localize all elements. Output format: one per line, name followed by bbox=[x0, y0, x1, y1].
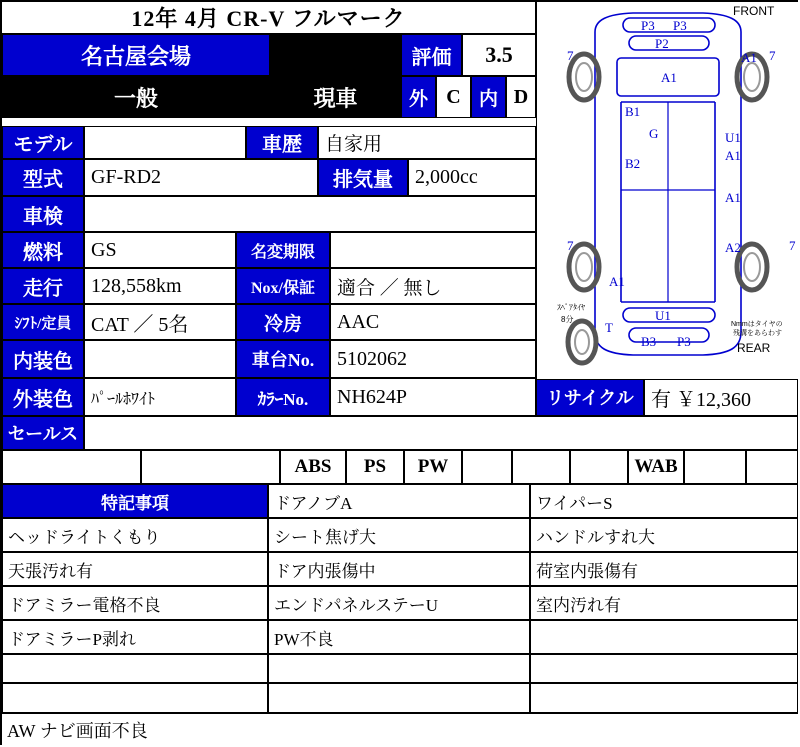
recycle-label: リサイクル bbox=[536, 378, 644, 416]
spec-label-ac: 冷房 bbox=[236, 304, 330, 340]
spec-value-mileage: 128,558km bbox=[84, 268, 236, 304]
equipment-cell-5 bbox=[462, 450, 512, 484]
car-state-cell bbox=[270, 76, 401, 118]
page-title: 12年 4月 CR-V フルマーク bbox=[2, 2, 536, 34]
mark-p3-bottom: P3 bbox=[677, 334, 691, 349]
mark-a2: A2 bbox=[725, 240, 741, 255]
exterior-grade: C bbox=[436, 76, 471, 118]
tread-rl: 7 bbox=[567, 238, 574, 253]
mark-p3-right: P3 bbox=[673, 18, 687, 33]
equipment-cell-10 bbox=[746, 450, 798, 484]
mark-roof-a1: A1 bbox=[661, 70, 677, 85]
mark-a1-fr: A1 bbox=[741, 50, 757, 65]
spec-label-model-code: 型式 bbox=[2, 159, 84, 196]
car-state-label: 現車 bbox=[313, 85, 358, 111]
spec-label-chassis-no: 車台No. bbox=[236, 340, 330, 378]
note-r0-c1: シート焦げ大 bbox=[268, 518, 530, 552]
spec-label-transfer-deadline: 名変期限 bbox=[236, 232, 330, 268]
equipment-cell-wab bbox=[684, 450, 746, 484]
spec-value-history: 自家用 bbox=[318, 126, 536, 159]
mark-b2: B2 bbox=[625, 156, 641, 171]
note-r2-c2: 室内汚れ有 bbox=[530, 586, 798, 620]
note-r1-c1: ドア内張傷中 bbox=[268, 552, 530, 586]
mark-a1-low: A1 bbox=[609, 274, 625, 289]
tread-note-2: 残溝をあらわす bbox=[733, 330, 782, 337]
note-r5-c0 bbox=[2, 683, 268, 713]
spec-value-model-code: GF-RD2 bbox=[84, 159, 318, 196]
spec-value-fuel: GS bbox=[84, 232, 236, 268]
notes-header-col2: ドアノブA bbox=[268, 484, 530, 518]
notes-header-col3: ワイパーS bbox=[530, 484, 798, 518]
spec-value-chassis-no: 5102062 bbox=[330, 340, 536, 378]
equipment-cell-8: WAB bbox=[628, 450, 684, 484]
note-r1-c2: 荷室内張傷有 bbox=[530, 552, 798, 586]
equipment-cell-7 bbox=[570, 450, 628, 484]
notes-header-col1: 特記事項 bbox=[2, 484, 268, 518]
spec-value-exterior-color: ﾊﾟｰﾙﾎﾜｲﾄ bbox=[84, 378, 236, 416]
spec-value-inspection bbox=[84, 196, 536, 232]
spare-label: ｽﾍﾟｱﾀｲﾔ bbox=[557, 303, 585, 312]
note-r3-c2 bbox=[530, 620, 798, 654]
car-damage-diagram bbox=[536, 2, 798, 380]
equipment-cell-ps: PS bbox=[346, 450, 404, 484]
equipment-cell-abs: ABS bbox=[280, 450, 346, 484]
mark-b1: B1 bbox=[625, 104, 641, 119]
mark-u1-bottom: U1 bbox=[655, 308, 671, 323]
note-r1-c0: 天張汚れ有 bbox=[2, 552, 268, 586]
tread-note-1: Nmmはタイヤの bbox=[731, 321, 783, 328]
spec-value-shift: CAT ／ 5名 bbox=[84, 304, 236, 340]
spec-label-interior-color: 内装色 bbox=[2, 340, 84, 378]
mark-b3: B3 bbox=[641, 334, 657, 349]
sales-value bbox=[84, 416, 798, 450]
note-r0-c2: ハンドルすれ大 bbox=[530, 518, 798, 552]
spec-label-inspection: 車検 bbox=[2, 196, 84, 232]
spec-label-fuel: 燃料 bbox=[2, 232, 84, 268]
spec-label-mileage: 走行 bbox=[2, 268, 84, 304]
note-r5-c1 bbox=[268, 683, 530, 713]
exterior-label: 外 bbox=[401, 76, 436, 118]
spec-value-displacement: 2,000cc bbox=[408, 159, 536, 196]
spec-label-nox: Nox/保証 bbox=[236, 268, 330, 304]
spec-value-model bbox=[84, 126, 246, 159]
front-label: FRONT bbox=[733, 4, 775, 18]
equipment-cell-0 bbox=[2, 450, 141, 484]
mark-p2: P2 bbox=[655, 36, 669, 51]
spec-label-shift: ｼﾌﾄ/定員 bbox=[2, 304, 84, 340]
mark-u1: U1 bbox=[725, 130, 741, 145]
spec-value-interior-color bbox=[84, 340, 236, 378]
note-r2-c0: ドアミラー電格不良 bbox=[2, 586, 268, 620]
spec-label-model: モデル bbox=[2, 126, 84, 159]
spec-label-displacement: 排気量 bbox=[318, 159, 408, 196]
interior-grade: D bbox=[506, 76, 536, 118]
equipment-cell-pw: PW bbox=[404, 450, 462, 484]
auction-house: 名古屋会場 bbox=[2, 34, 270, 76]
note-r2-c1: エンドパネルステーU bbox=[268, 586, 530, 620]
recycle-value: 有 ￥12,360 bbox=[644, 378, 798, 416]
mark-t: T bbox=[605, 320, 613, 335]
mark-a1-right2: A1 bbox=[725, 190, 741, 205]
note-r0-c0: ヘッドライトくもり bbox=[2, 518, 268, 552]
sales-label: セールス bbox=[2, 416, 84, 450]
note-r3-c1: PW不良 bbox=[268, 620, 530, 654]
mark-a1-right: A1 bbox=[725, 148, 741, 163]
spec-value-ac: AAC bbox=[330, 304, 536, 340]
spec-value-transfer-deadline bbox=[330, 232, 536, 268]
category-label: 一般 bbox=[113, 85, 158, 111]
spec-label-exterior-color: 外装色 bbox=[2, 378, 84, 416]
note-r4-c2 bbox=[530, 654, 798, 683]
rear-label: REAR bbox=[737, 341, 771, 355]
tread-fl: 7 bbox=[567, 48, 574, 63]
grade-label: 評価 bbox=[401, 34, 462, 76]
interior-label: 内 bbox=[471, 76, 506, 118]
note-r4-c1 bbox=[268, 654, 530, 683]
mark-p3-left: P3 bbox=[641, 18, 655, 33]
note-r5-c2 bbox=[530, 683, 798, 713]
equipment-cell-6 bbox=[512, 450, 570, 484]
tread-fr: 7 bbox=[769, 48, 776, 63]
equipment-cell-1 bbox=[141, 450, 280, 484]
spare-sub: 8分 bbox=[561, 315, 574, 324]
footer-note: AW ナビ画面不良 bbox=[2, 713, 798, 745]
note-r3-c0: ドアミラーP剥れ bbox=[2, 620, 268, 654]
header-blank-black-1 bbox=[270, 34, 401, 76]
spec-label-history: 車歴 bbox=[246, 126, 318, 159]
category-cell bbox=[2, 76, 270, 118]
spec-value-nox: 適合 ／ 無し bbox=[330, 268, 536, 304]
mark-g: G bbox=[649, 126, 659, 141]
note-r4-c0 bbox=[2, 654, 268, 683]
spec-value-color-no: NH624P bbox=[330, 378, 536, 416]
spec-label-color-no: ｶﾗｰNo. bbox=[236, 378, 330, 416]
tread-rr: 7 bbox=[789, 238, 796, 253]
grade-value: 3.5 bbox=[462, 34, 536, 76]
